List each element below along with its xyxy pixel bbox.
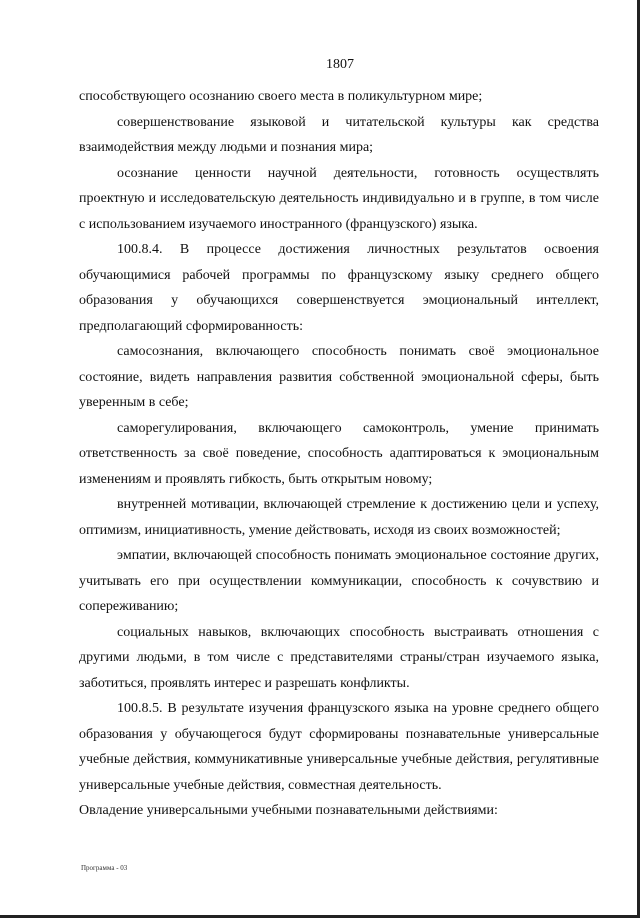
paragraph: самосознания, включающего способность понимать своё эмоциональное состояние, видеть направления развития собственной эмоциональной сферы, быть уверенным в себе; [79, 344, 599, 410]
page-number: 1807 [326, 57, 354, 72]
paragraph: 100.8.4. В процессе достижения личностных результатов освоения обучающимися рабочей программы по французскому языку среднего общего образования у обучающихся совершенствуется эмоциональный интеллект, предполагающий сформированность: [79, 242, 599, 334]
paragraph: 100.8.5. В результате изучения французского языка на уровне среднего общего образования у обучающегося будут сформированы познавательные универсальные учебные действия, коммуникативные универсальные учебные действия, регулятивные универсальные учебные действия, совместная деятельность. [79, 701, 599, 793]
paragraph: способствующего осознанию своего места в поликультурном мире; [79, 89, 483, 104]
document-body [79, 84, 599, 824]
paragraph: эмпатии, включающей способность понимать эмоциональное состояние других, учитывать его при осуществлении коммуникации, способность к сочувствию и сопереживанию; [79, 548, 599, 614]
paragraph: внутренней мотивации, включающей стремление к достижению цели и успеху, оптимизм, инициативность, умение действовать, исходя из своих возможностей; [79, 497, 599, 538]
paragraph: саморегулирования, включающего самоконтроль, умение принимать ответственность за своё поведение, способность адаптироваться к эмоциональным изменениям и проявлять гибкость, быть открытым новому; [79, 420, 599, 487]
paragraph: социальных навыков, включающих способность выстраивать отношения с другими людьми, в том числе с представителями страны/стран изучаемого языка, заботиться, проявлять интерес и разрешать конфликты. [79, 624, 599, 691]
paragraph: Овладение универсальными учебными познавательными действиями: [79, 803, 498, 818]
paragraph: совершенствование языковой и читательской культуры как средства взаимодействия между людьми и познания мира; [79, 114, 599, 155]
paragraph: осознание ценности научной деятельности, готовность осуществлять проектную и исследовательскую деятельность индивидуально и в группе, в том числе с использованием изучаемого иностранного (французского) языка. [79, 165, 599, 232]
footer-label: Программа - 03 [81, 864, 128, 872]
